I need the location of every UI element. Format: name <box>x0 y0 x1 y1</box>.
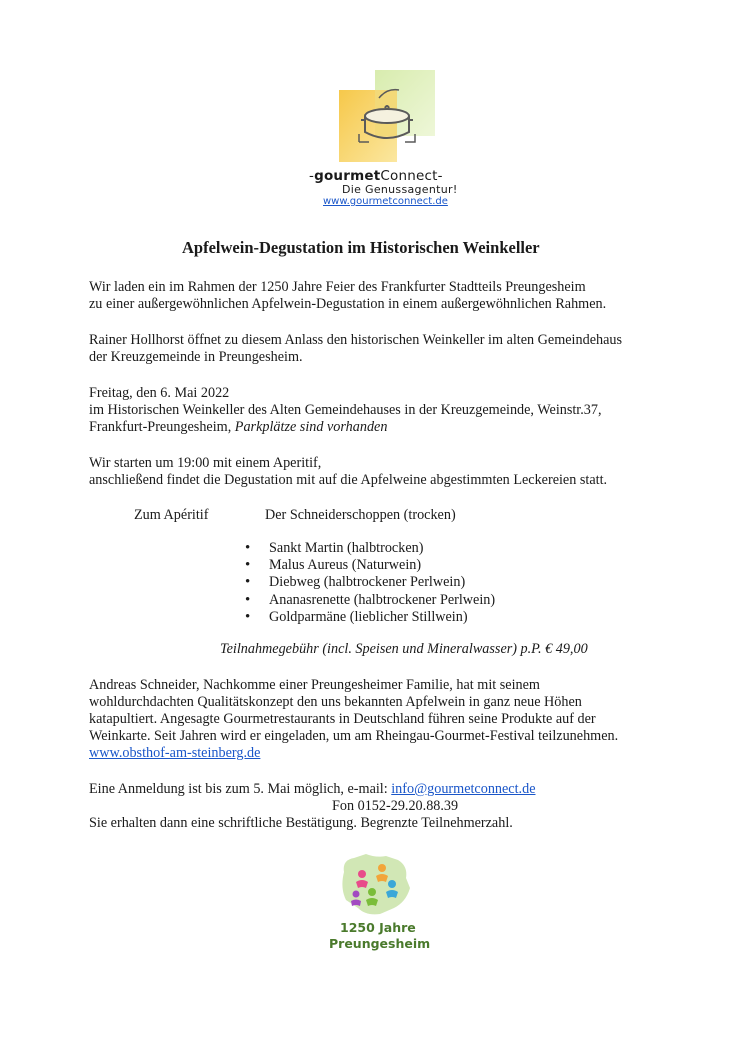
wine-item: • Ananasrenette (halbtrockener Perlwein) <box>245 592 495 609</box>
wine-item: • Diebweg (halbtrockener Perlwein) <box>245 574 495 591</box>
schedule-line-2: anschließend findet die Degustation mit auf die Apfelweine abgestimmten Leckereien statt. <box>89 472 608 488</box>
footer-logo-line-1: 1250 Jahre <box>340 920 416 935</box>
preungesheim-anniversary-logo <box>336 852 416 918</box>
gourmetconnect-logo <box>335 68 439 164</box>
footer-logo-line-2: Preungesheim <box>329 936 431 951</box>
wine-list <box>245 540 495 626</box>
producer-line-1: Andreas Schneider, Nachkomme einer Preungesheimer Familie, hat mit seinem <box>89 677 540 693</box>
wine-item: • Malus Aureus (Naturwein) <box>245 557 495 574</box>
producer-website-link[interactable]: www.obsthof-am-steinberg.de <box>89 745 261 761</box>
event-city-name: Frankfurt-Preungesheim, <box>89 419 232 435</box>
schedule-line-1: Wir starten um 19:00 mit einem Aperitif, <box>89 455 322 471</box>
event-city <box>89 419 387 437</box>
event-date: Freitag, den 6. Mai 2022 <box>89 385 230 401</box>
intro-line-2: zu einer außergewöhnlichen Apfelwein-Degustation in einem außergewöhnlichen Rahmen. <box>89 296 607 312</box>
brand-website-link[interactable]: www.gourmetconnect.de <box>323 196 448 207</box>
page-title: Apfelwein-Degustation im Historischen Weinkeller <box>182 238 540 257</box>
brand-name: -gourmetConnect- <box>309 168 443 184</box>
registration-text: Eine Anmeldung ist bis zum 5. Mai möglich, e-mail: <box>89 781 392 797</box>
host-line-2: der Kreuzgemeinde in Preungesheim. <box>89 349 303 365</box>
host-line-1: Rainer Hollhorst öffnet zu diesem Anlass den historischen Weinkeller im alten Gemeindehaus <box>89 332 622 348</box>
registration-phone: Fon 0152-29.20.88.39 <box>332 798 459 814</box>
aperitif-label: Zum Apéritif <box>134 507 209 523</box>
wine-item: • Goldparmäne (lieblicher Stillwein) <box>245 609 495 626</box>
registration-confirmation: Sie erhalten dann eine schriftliche Bestätigung. Begrenzte Teilnehmerzahl. <box>89 815 513 831</box>
producer-line-2: wohldurchdachten Qualitätskonzept den uns bekannten Apfelwein in ganz neue Höhen <box>89 694 582 710</box>
wine-item: • Sankt Martin (halbtrocken) <box>245 540 495 557</box>
aperitif-value: Der Schneiderschoppen (trocken) <box>265 507 456 523</box>
producer-line-4: Weinkarte. Seit Jahren wird er eingeladen, um am Rheingau-Gourmet-Festival teilzunehmen. <box>89 728 619 744</box>
event-location: im Historischen Weinkeller des Alten Gemeindehauses in der Kreuzgemeinde, Weinstr.37, <box>89 402 602 418</box>
participation-fee: Teilnahmegebühr (incl. Speisen und Mineralwasser) p.P. € 49,00 <box>220 641 588 657</box>
registration-email-link[interactable]: info@gourmetconnect.de <box>391 781 536 797</box>
intro-line-1: Wir laden ein im Rahmen der 1250 Jahre Feier des Frankfurter Stadtteils Preungesheim <box>89 279 586 295</box>
event-parking-note: Parkplätze sind vorhanden <box>234 419 388 435</box>
registration-line <box>89 781 536 799</box>
brand-tagline: Die Genussagentur! <box>342 183 458 196</box>
producer-line-3: katapultiert. Angesagte Gourmetrestaurants in Deutschland führen seine Produkte auf der <box>89 711 596 727</box>
